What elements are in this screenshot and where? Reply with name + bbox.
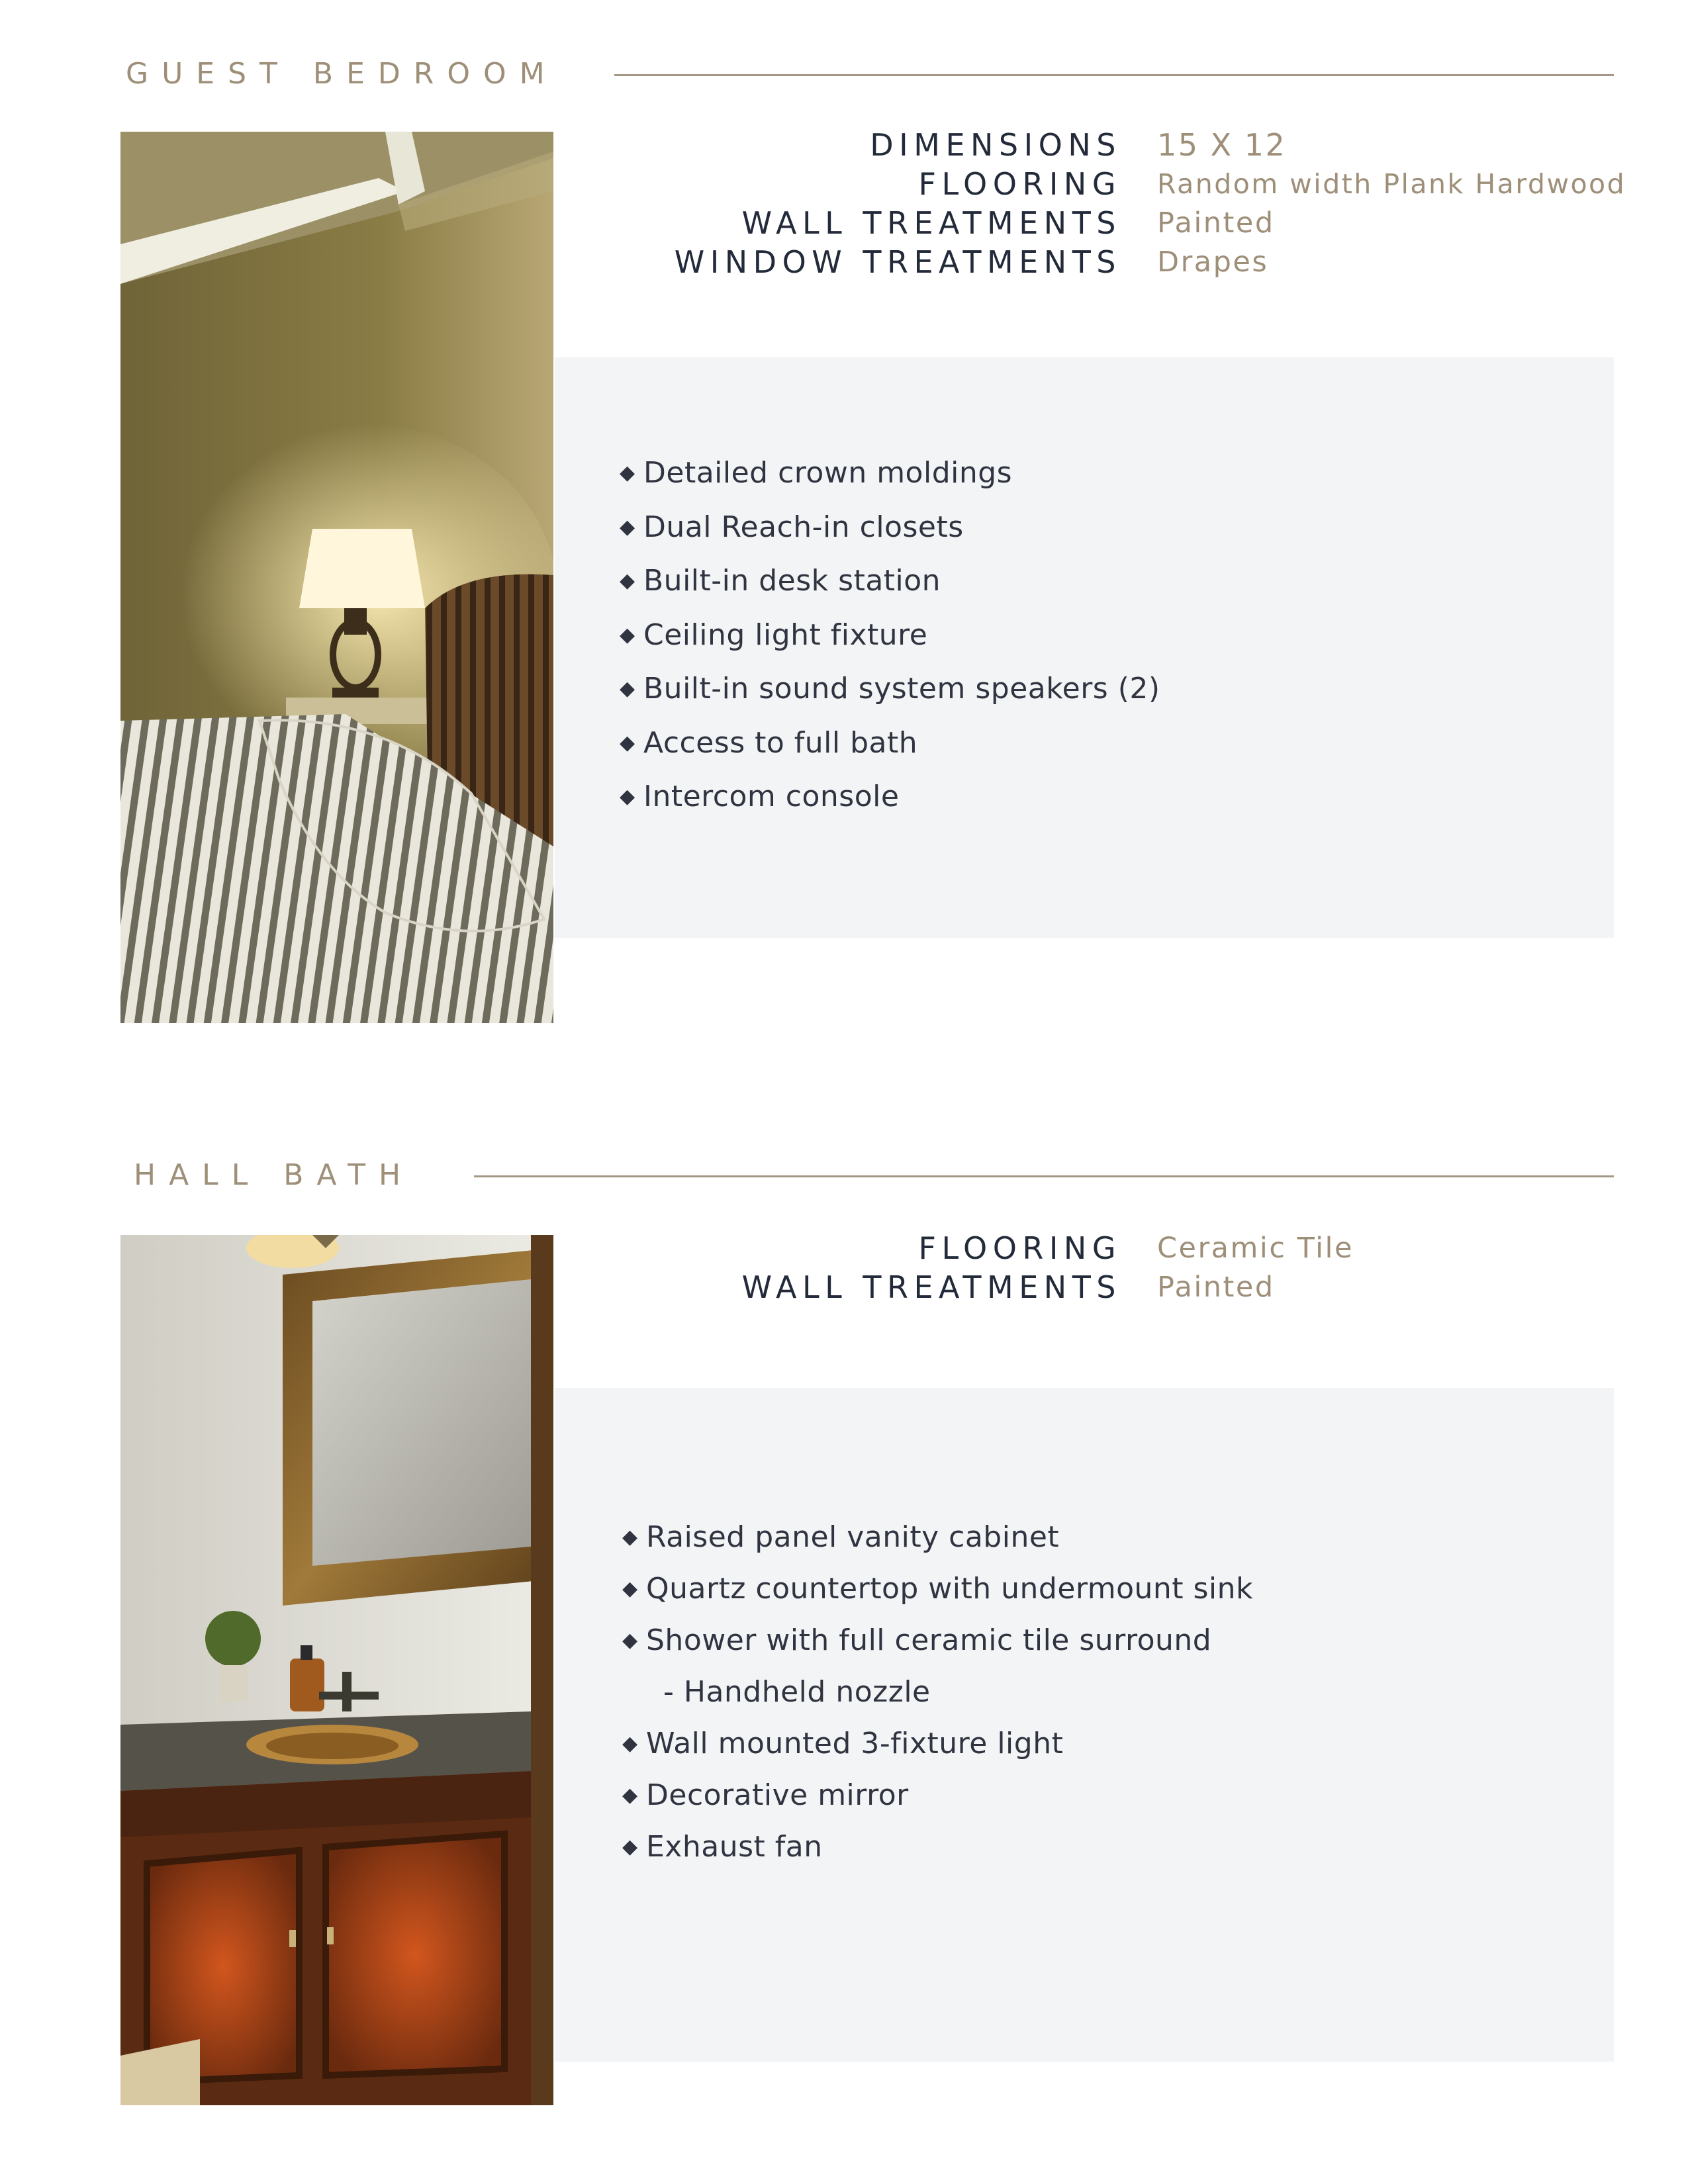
list-item: [622, 1666, 1253, 1718]
feature-text: Wall mounted 3-fixture light: [646, 1727, 1064, 1760]
feature-text: Intercom console: [643, 780, 900, 813]
feature-text: Quartz countertop with undermount sink: [646, 1572, 1254, 1606]
diamond-bullet-icon: ◆: [620, 731, 635, 754]
list-item: [620, 500, 1160, 555]
diamond-bullet-icon: ◆: [620, 461, 635, 484]
hall-bath-spec-values: [1157, 1229, 1354, 1307]
diamond-bullet-icon: ◆: [622, 1835, 638, 1858]
list-item: [620, 716, 1160, 770]
list-item: [620, 770, 1160, 824]
spec-label-wall-treatments: WALL TREATMENTS: [741, 205, 1121, 241]
diamond-bullet-icon: ◆: [620, 569, 635, 592]
spec-label-flooring: FLOORING: [918, 166, 1121, 202]
feature-text: Built-in desk station: [643, 564, 941, 598]
feature-text: - Handheld nozzle: [663, 1675, 931, 1709]
guest-bedroom-spec-values: [1157, 126, 1626, 282]
diamond-bullet-icon: ◆: [620, 677, 635, 700]
guest-bedroom-features-list: [620, 446, 1160, 824]
diamond-bullet-icon: ◆: [622, 1732, 638, 1755]
guest-bedroom-spec-labels: [675, 126, 1121, 282]
feature-text: Dual Reach-in closets: [643, 510, 964, 544]
feature-text: Decorative mirror: [646, 1778, 909, 1812]
diamond-bullet-icon: ◆: [620, 623, 635, 647]
list-item: [620, 608, 1160, 662]
hall-bath-photo: [120, 1235, 553, 2105]
spec-value-wall-treatments: Painted: [1157, 1271, 1275, 1304]
diamond-bullet-icon: ◆: [622, 1577, 638, 1600]
guest-bedroom-title: GUEST BEDROOM: [126, 57, 558, 91]
guest-bedroom-divider: [614, 74, 1614, 76]
list-item: [622, 1770, 1253, 1821]
hall-bath-divider: [474, 1175, 1614, 1177]
list-item: [622, 1821, 1253, 1873]
feature-text: Exhaust fan: [646, 1830, 823, 1864]
list-item: [622, 1615, 1253, 1666]
spec-value-window-treatments: Drapes: [1157, 246, 1269, 279]
list-item: [620, 662, 1160, 716]
spec-value-flooring: Random width Plank Hardwood: [1157, 168, 1626, 200]
diamond-bullet-icon: ◆: [622, 1784, 638, 1807]
list-item: [620, 446, 1160, 500]
spec-value-flooring: Ceramic Tile: [1157, 1232, 1354, 1265]
spec-value-wall-treatments: Painted: [1157, 206, 1275, 240]
feature-text: Detailed crown moldings: [643, 456, 1013, 490]
hall-bath-spec-labels: [742, 1229, 1121, 1307]
feature-text: Access to full bath: [643, 725, 918, 760]
hall-bath-title: HALL BATH: [134, 1158, 414, 1192]
diamond-bullet-icon: ◆: [622, 1629, 638, 1652]
list-item: [620, 554, 1160, 608]
list-item: [622, 1512, 1253, 1563]
feature-text: Shower with full ceramic tile surround: [646, 1623, 1212, 1657]
feature-text: Raised panel vanity cabinet: [646, 1520, 1060, 1554]
list-item: [622, 1563, 1253, 1615]
diamond-bullet-icon: ◆: [620, 515, 635, 539]
spec-value-dimensions: 15 X 12: [1157, 127, 1287, 163]
diamond-bullet-icon: ◆: [622, 1525, 638, 1549]
spec-label-dimensions: DIMENSIONS: [870, 127, 1121, 163]
feature-text: Built-in sound system speakers (2): [643, 672, 1160, 705]
list-item: [622, 1718, 1253, 1770]
diamond-bullet-icon: ◆: [620, 785, 635, 808]
spec-label-window-treatments: WINDOW TREATMENTS: [674, 244, 1121, 280]
hall-bath-features-list: [622, 1512, 1253, 1873]
spec-label-flooring: FLOORING: [918, 1230, 1121, 1266]
spec-label-wall-treatments: WALL TREATMENTS: [741, 1269, 1121, 1305]
guest-bedroom-photo: [120, 132, 553, 1023]
feature-text: Ceiling light fixture: [643, 617, 928, 652]
